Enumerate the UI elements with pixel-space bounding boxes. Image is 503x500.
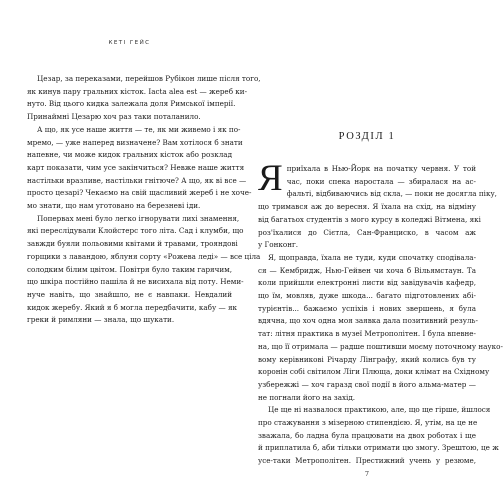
chapter-body — [258, 201, 503, 468]
text-line: вдячна, що хоч одна моя заявка дала позитивний резуль- — [258, 316, 478, 326]
text-line: карт показати, чим усе закінчиться? Невже наше життя — [27, 162, 245, 172]
text-line: коли прийшли електронні листи від завідувачів кафедр, — [258, 278, 476, 288]
text-line: греки й римляни — знала, що шукати. — [27, 315, 175, 325]
text-line: завжди буяли польовими квітами й травами, трояндові — [27, 239, 238, 249]
text-line: настільки вразливе, настільки гнітюче? А що, як ві все — — [27, 175, 247, 185]
text-line: у Гонконг. — [258, 240, 299, 250]
chapter-title: РОЗДІЛ 1 — [338, 131, 396, 142]
text-line: про стажування з мізерною стипендією. Я, утім, на це не — [258, 418, 478, 428]
left-page — [27, 0, 261, 500]
page-number: 7 — [364, 470, 370, 478]
text-line: ся — Кембридж, Нью-Гейвен чи хоча б Вільямстаун. Та — [258, 265, 476, 275]
text-line: Це ще ні назвалося практикою, але, що ще гірше, йшлося — [268, 405, 491, 415]
right-page-text — [258, 158, 503, 468]
right-page — [258, 0, 503, 500]
text-line: фальті, відбиваючись від скла, — поки не досягла піку, — [286, 189, 497, 199]
text-line: зважала, бо ладна була працювати на двох роботах і ще — [258, 430, 476, 440]
text-line: солодким білим цвітом. Повітря було таким гарячим, — [27, 264, 232, 274]
text-line: що шкіра постійно пашіла й не висихала від поту. Неми- — [27, 277, 244, 287]
text-line: мремо, — уже наперед визначене? Вам хотілося б знати — [27, 137, 243, 147]
text-line: Я, щоправда, їхала не туди, куди спочатку сподівала- — [268, 252, 476, 262]
text-line: й приплатила б, аби тільки отримати цю змогу. Зрештою, це ж — [258, 443, 499, 453]
text-line: які переслідували Клойстерс того літа. Сад і клумби, що — [27, 226, 244, 236]
text-line: горщики з лавандою, яблуня сорту «Рожева леді» — все ціла — [27, 251, 261, 261]
text-line: А що, як усе наше життя — те, як ми живемо і як по- — [37, 124, 241, 134]
text-line: нуто. Від цього кидка залежала доля Римської імперії. — [27, 99, 236, 109]
drop-cap-lines — [258, 158, 497, 201]
text-line: Цезар, за переказами, перейшов Рубікон лише після того, — [37, 74, 261, 83]
running-head: КЕТІ ГЕЙС — [108, 40, 151, 46]
text-line: напевне, чи може кидок гральних кісток або розклад — [27, 150, 232, 160]
text-line: тат: літня практика в музеї Метрополітен. І була впевне- — [258, 329, 476, 339]
text-line: приїхала в Нью-Йорк на початку червня. У той — [286, 164, 476, 173]
text-line: не погнали його на захід. — [258, 392, 356, 402]
text-line: роз'їхалися до Сієтла, Сан-Франциско, в часом аж — [258, 227, 476, 237]
text-line: що тримався аж до вересня. Я їхала на схід, на відміну — [258, 202, 476, 212]
text-line: мо знати, що нам уготовано на березневі іди. — [27, 201, 201, 211]
text-line: кидок жеребу. Який я б могла передбачити, кабу — як — [27, 302, 238, 312]
text-line: просто цезарі? Чекаємо на свій щасливий жереб і не хоче- — [27, 188, 252, 198]
text-line: як кинув пару гральних кісток. Iacta alea est — жереб ки- — [27, 86, 248, 96]
text-line: вому керівникові Річарду Лінграфу, який колись був ту — [258, 354, 476, 364]
text-line: узбережжі — хоч гаразд свої події в його альма-матер — — [258, 379, 476, 389]
text-line: нуче навіть, що знайшло, не є навпаки. Невдалий — [27, 289, 232, 299]
text-line: час, поки спека наростала — збиралася на ас- — [286, 176, 476, 186]
text-line: турієнтів... бажаємо успіхів і нових звершень, я була — [258, 303, 476, 313]
left-page-text — [27, 73, 261, 327]
text-line: що їм, мовляв, дуже шкода... багато підготовлених абі- — [258, 291, 476, 301]
drop-cap: Я — [258, 158, 283, 199]
text-line: коронін собі світилом Ліги Плюща, доки клімат на Східному — [258, 367, 490, 377]
text-line: на, що її отримала — радше поштивши моєму поточному науко- — [258, 341, 503, 351]
text-line: Попервах мені було легко ігнорувати лихі знамення, — [37, 213, 240, 223]
text-line: усе-таки Метрополітен. Престижний учень у резюме, — [258, 456, 476, 466]
text-line: від багатьох студентів з мого курсу в коледжі Вітмена, які — [258, 214, 481, 224]
text-line: Принаймні Цезарю хоч раз таки поталанило. — [27, 112, 201, 122]
